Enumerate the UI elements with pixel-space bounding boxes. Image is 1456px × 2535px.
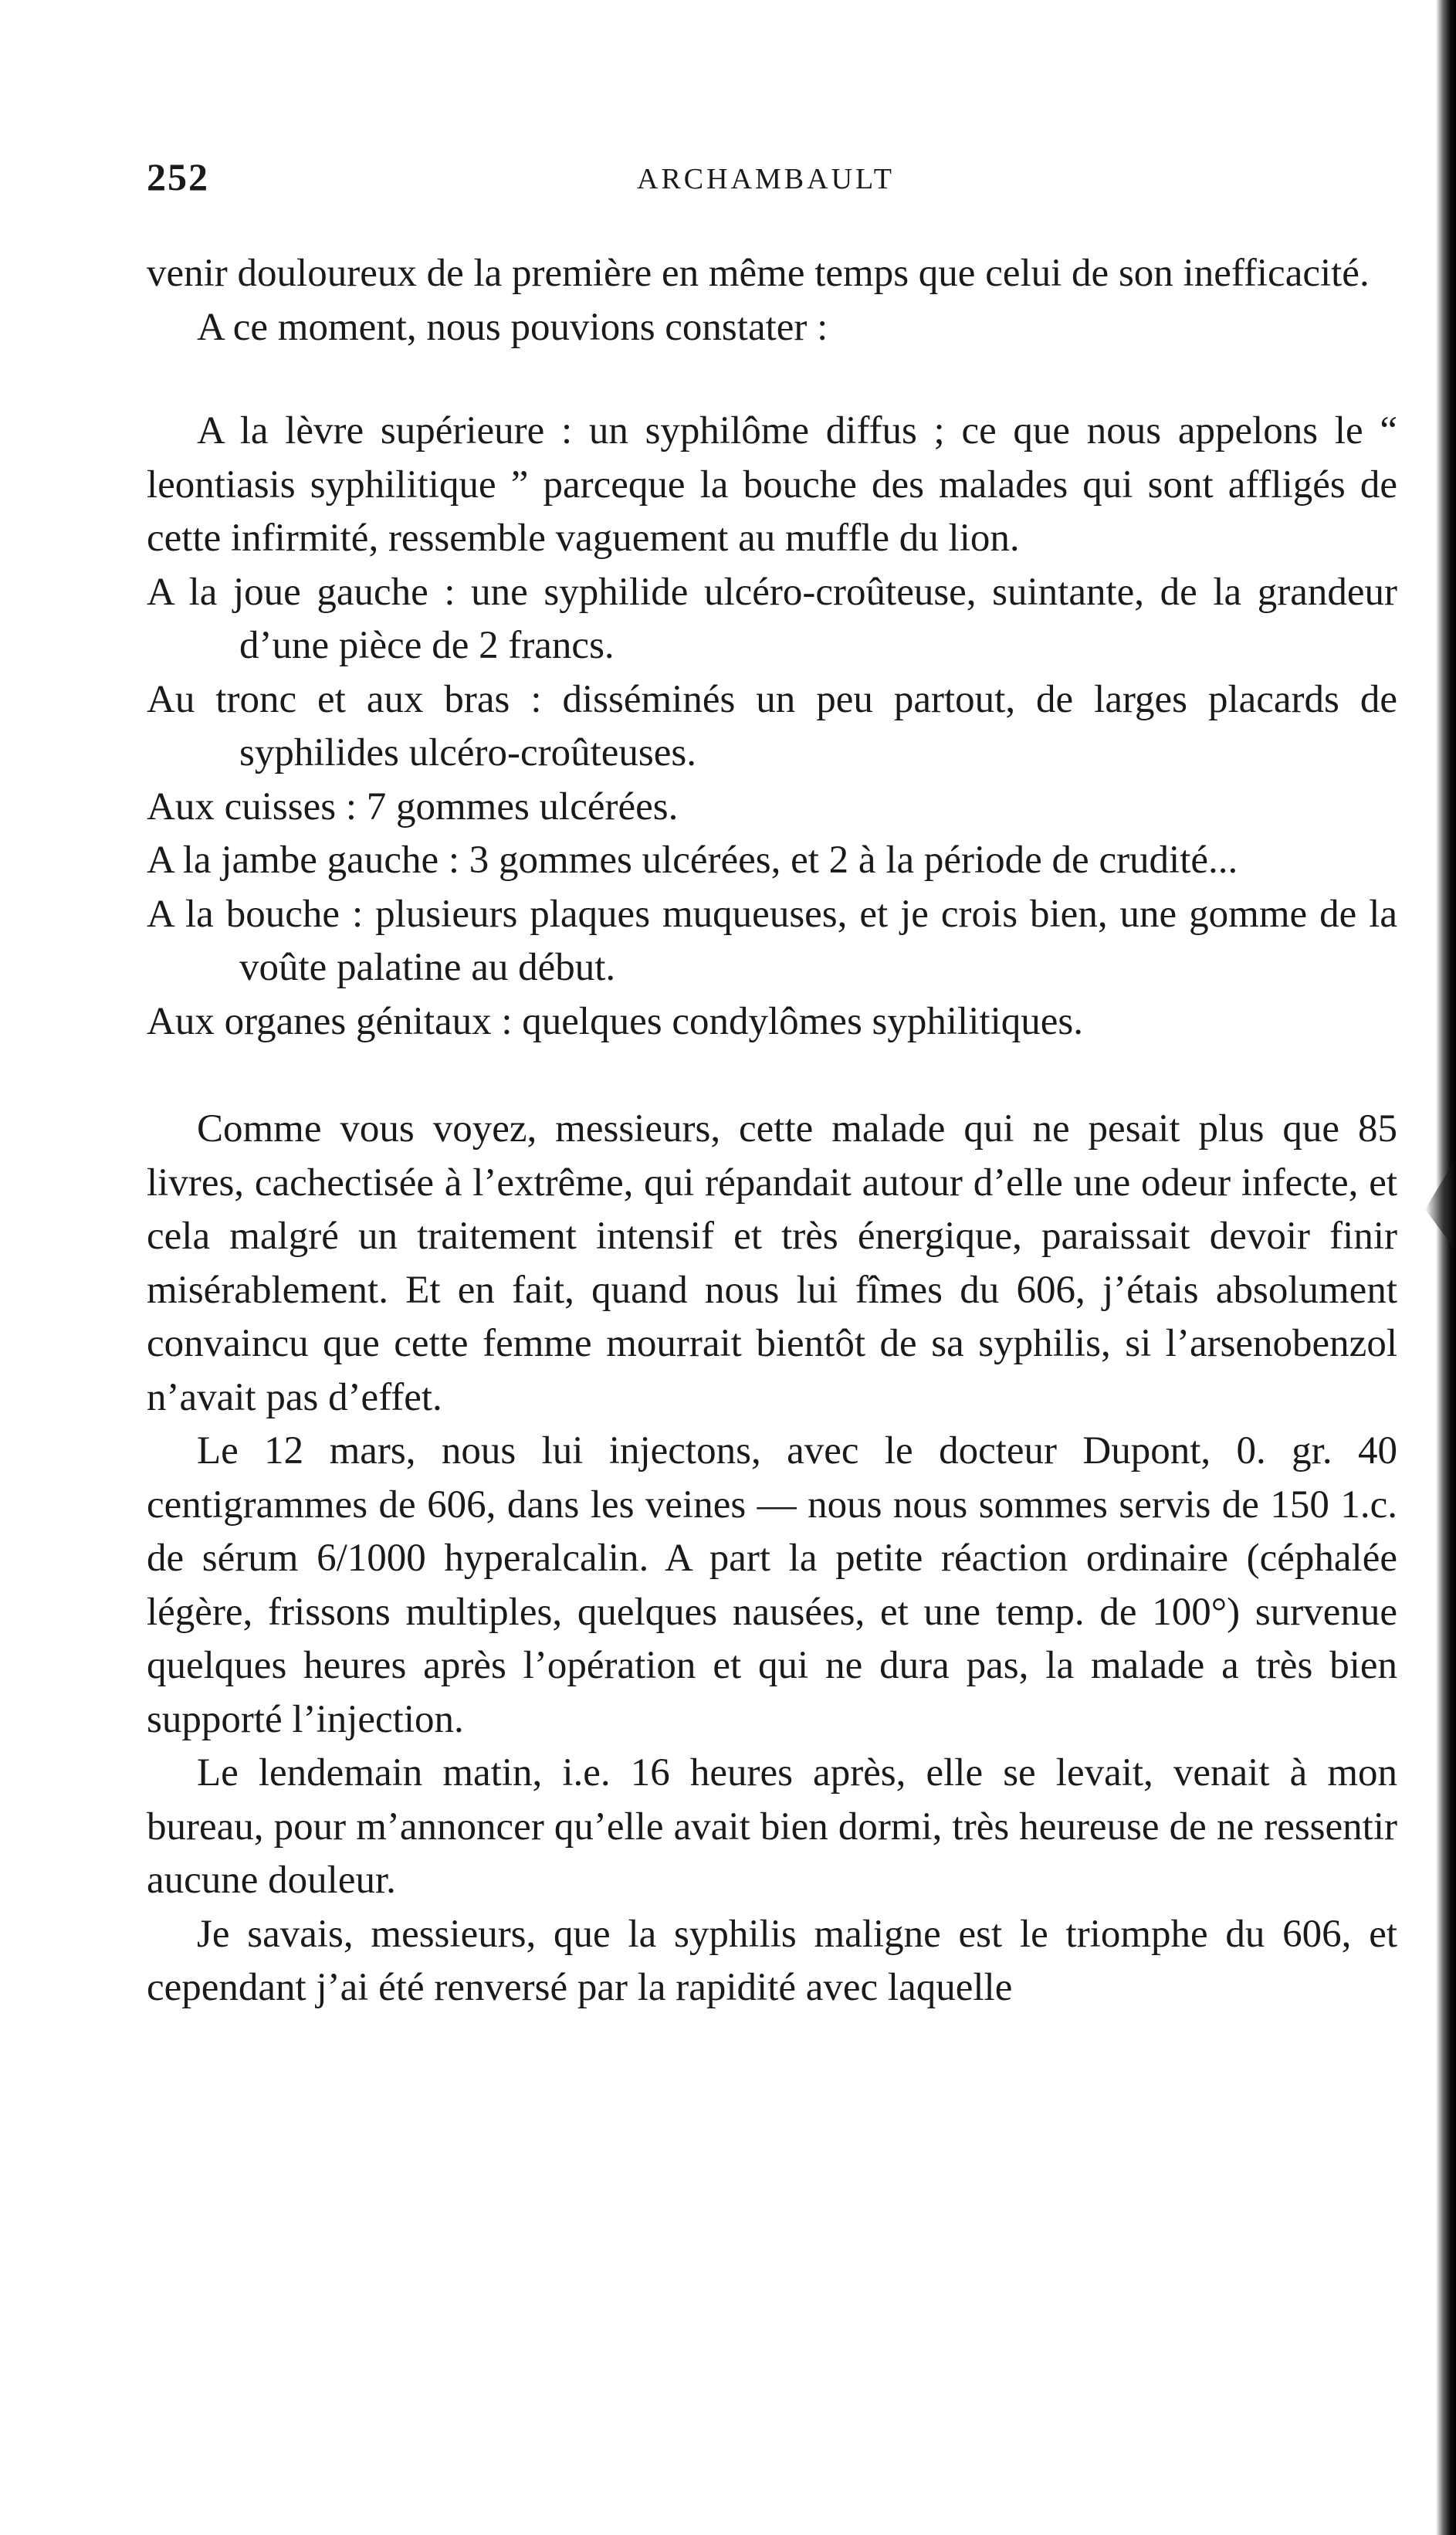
list-item: A la bouche : plusieurs plaques muqueuses, et je crois bien, une gomme de la voûte palatine au début. bbox=[147, 892, 1397, 989]
paragraph: A ce moment, nous pouvions constater : bbox=[197, 305, 828, 349]
list-item: Aux organes génitaux : quelques condylômes syphilitiques. bbox=[147, 999, 1083, 1043]
page-body bbox=[147, 247, 1397, 2015]
paragraph: venir douloureux de la première en même temps que celui de son inefficacité. bbox=[147, 252, 1370, 295]
paragraph: Comme vous voyez, messieurs, cette malade qui ne pesait plus que 85 livres, cachectisée à l’extrême, qui répandait autour d’elle une odeur infecte, et cela malgré un traitement intensif et très énergique, paraissait devoir finir misérablement. Et en fait, quand nous lui fîmes du 606, j’étais absolument convaincu que cette femme mourrait bientôt de sa syphilis, si l’arsenobenzol n’avait pas d’effet. bbox=[147, 1107, 1397, 1419]
findings-list bbox=[147, 405, 1397, 1049]
page-header bbox=[147, 154, 1397, 208]
list-item: A la joue gauche : une syphilide ulcéro-croûteuse, suintante, de la grandeur d’une pièce de 2 francs. bbox=[147, 570, 1397, 667]
running-title: ARCHAMBAULT bbox=[637, 163, 895, 195]
paragraph: Le 12 mars, nous lui injectons, avec le docteur Dupont, 0. gr. 40 centigrammes de 606, dans les veines — nous nous sommes servis de 150 1.c. de sérum 6/1000 hyperalcalin. A part la petite réaction ordinaire (céphalée légère, frissons multiples, quelques nausées, et une temp. de 100°) survenue quelques heures après l’opération et qui ne dura pas, la malade a très bien supporté l’injection. bbox=[147, 1429, 1397, 1741]
list-item: Au tronc et aux bras : disséminés un peu partout, de larges placards de syphilides ulcéro-croûteuses. bbox=[147, 677, 1397, 774]
list-item: Aux cuisses : 7 gommes ulcérées. bbox=[147, 785, 679, 829]
page-edge-shadow bbox=[1436, 0, 1456, 2535]
list-item: A la jambe gauche : 3 gommes ulcérées, et 2 à la période de crudité... bbox=[147, 839, 1238, 882]
page-number: 252 bbox=[147, 155, 209, 198]
paragraph: Le lendemain matin, i.e. 16 heures après, elle se levait, venait à mon bureau, pour m’annoncer qu’elle avait bien dormi, très heureuse de ne ressentir aucune douleur. bbox=[147, 1751, 1397, 1902]
list-item: A la lèvre supérieure : un syphilôme diffus ; ce que nous appelons le “ leontiasis syphilitique ” parceque la bouche des malades qui sont affligés de cette infirmité, ressemble vaguement au muffle du lion. bbox=[147, 409, 1397, 560]
paragraph: Je savais, messieurs, que la syphilis maligne est le triomphe du 606, et cependant j’ai été renversé par la rapidité avec laquelle bbox=[147, 1912, 1397, 2009]
